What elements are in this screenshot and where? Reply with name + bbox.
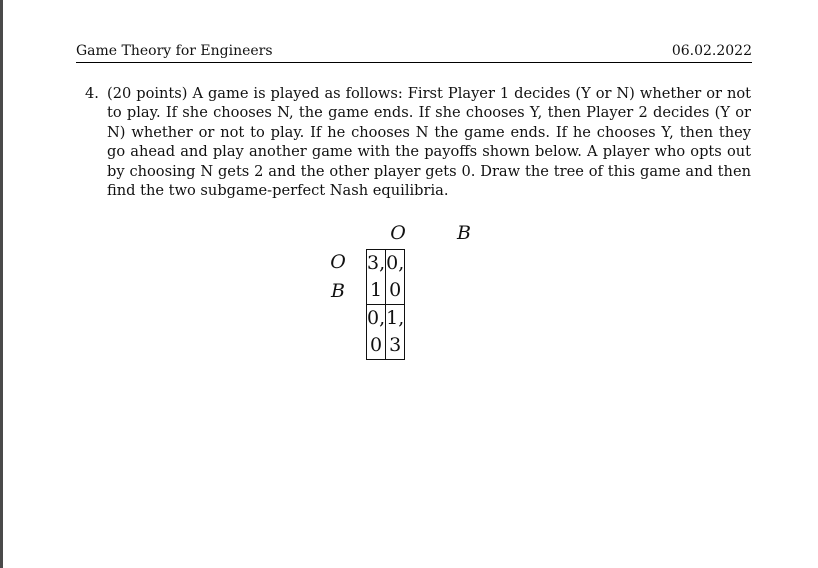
header-date: 06.02.2022: [671, 43, 752, 59]
payoff-row: [367, 250, 405, 305]
row-label-o: O: [330, 251, 346, 273]
payoff-cell: 3, 1: [367, 250, 386, 305]
payoff-table: [366, 249, 405, 360]
problem-4: [85, 84, 751, 200]
payoff-cell: 0, 0: [386, 250, 405, 305]
column-label-b: B: [457, 222, 471, 244]
problem-text: (20 points) A game is played as follows: First Player 1 decides (Y or N) whether or not to play. If she chooses N, the game ends. If she chooses Y, then Player 2 decides (Y or N) whether or not to play. If he chooses N the game ends. If he chooses Y, then they go ahead and play another game with the payoffs shown below. A player who opts out by choosing N gets 2 and the other player gets 0. Draw the tree of this game and then find the two subgame-perfect Nash equilibria.: [107, 85, 751, 200]
payoff-cell: 1, 3: [386, 305, 405, 360]
course-title: Game Theory for Engineers: [76, 43, 273, 59]
column-label-o: O: [390, 222, 406, 244]
page-header: [76, 42, 752, 63]
document-page: [3, 0, 818, 568]
problem-number: 4.: [85, 85, 99, 102]
payoff-row: [367, 305, 405, 360]
row-label-b: B: [331, 280, 345, 302]
payoff-cell: 0, 0: [367, 305, 386, 360]
